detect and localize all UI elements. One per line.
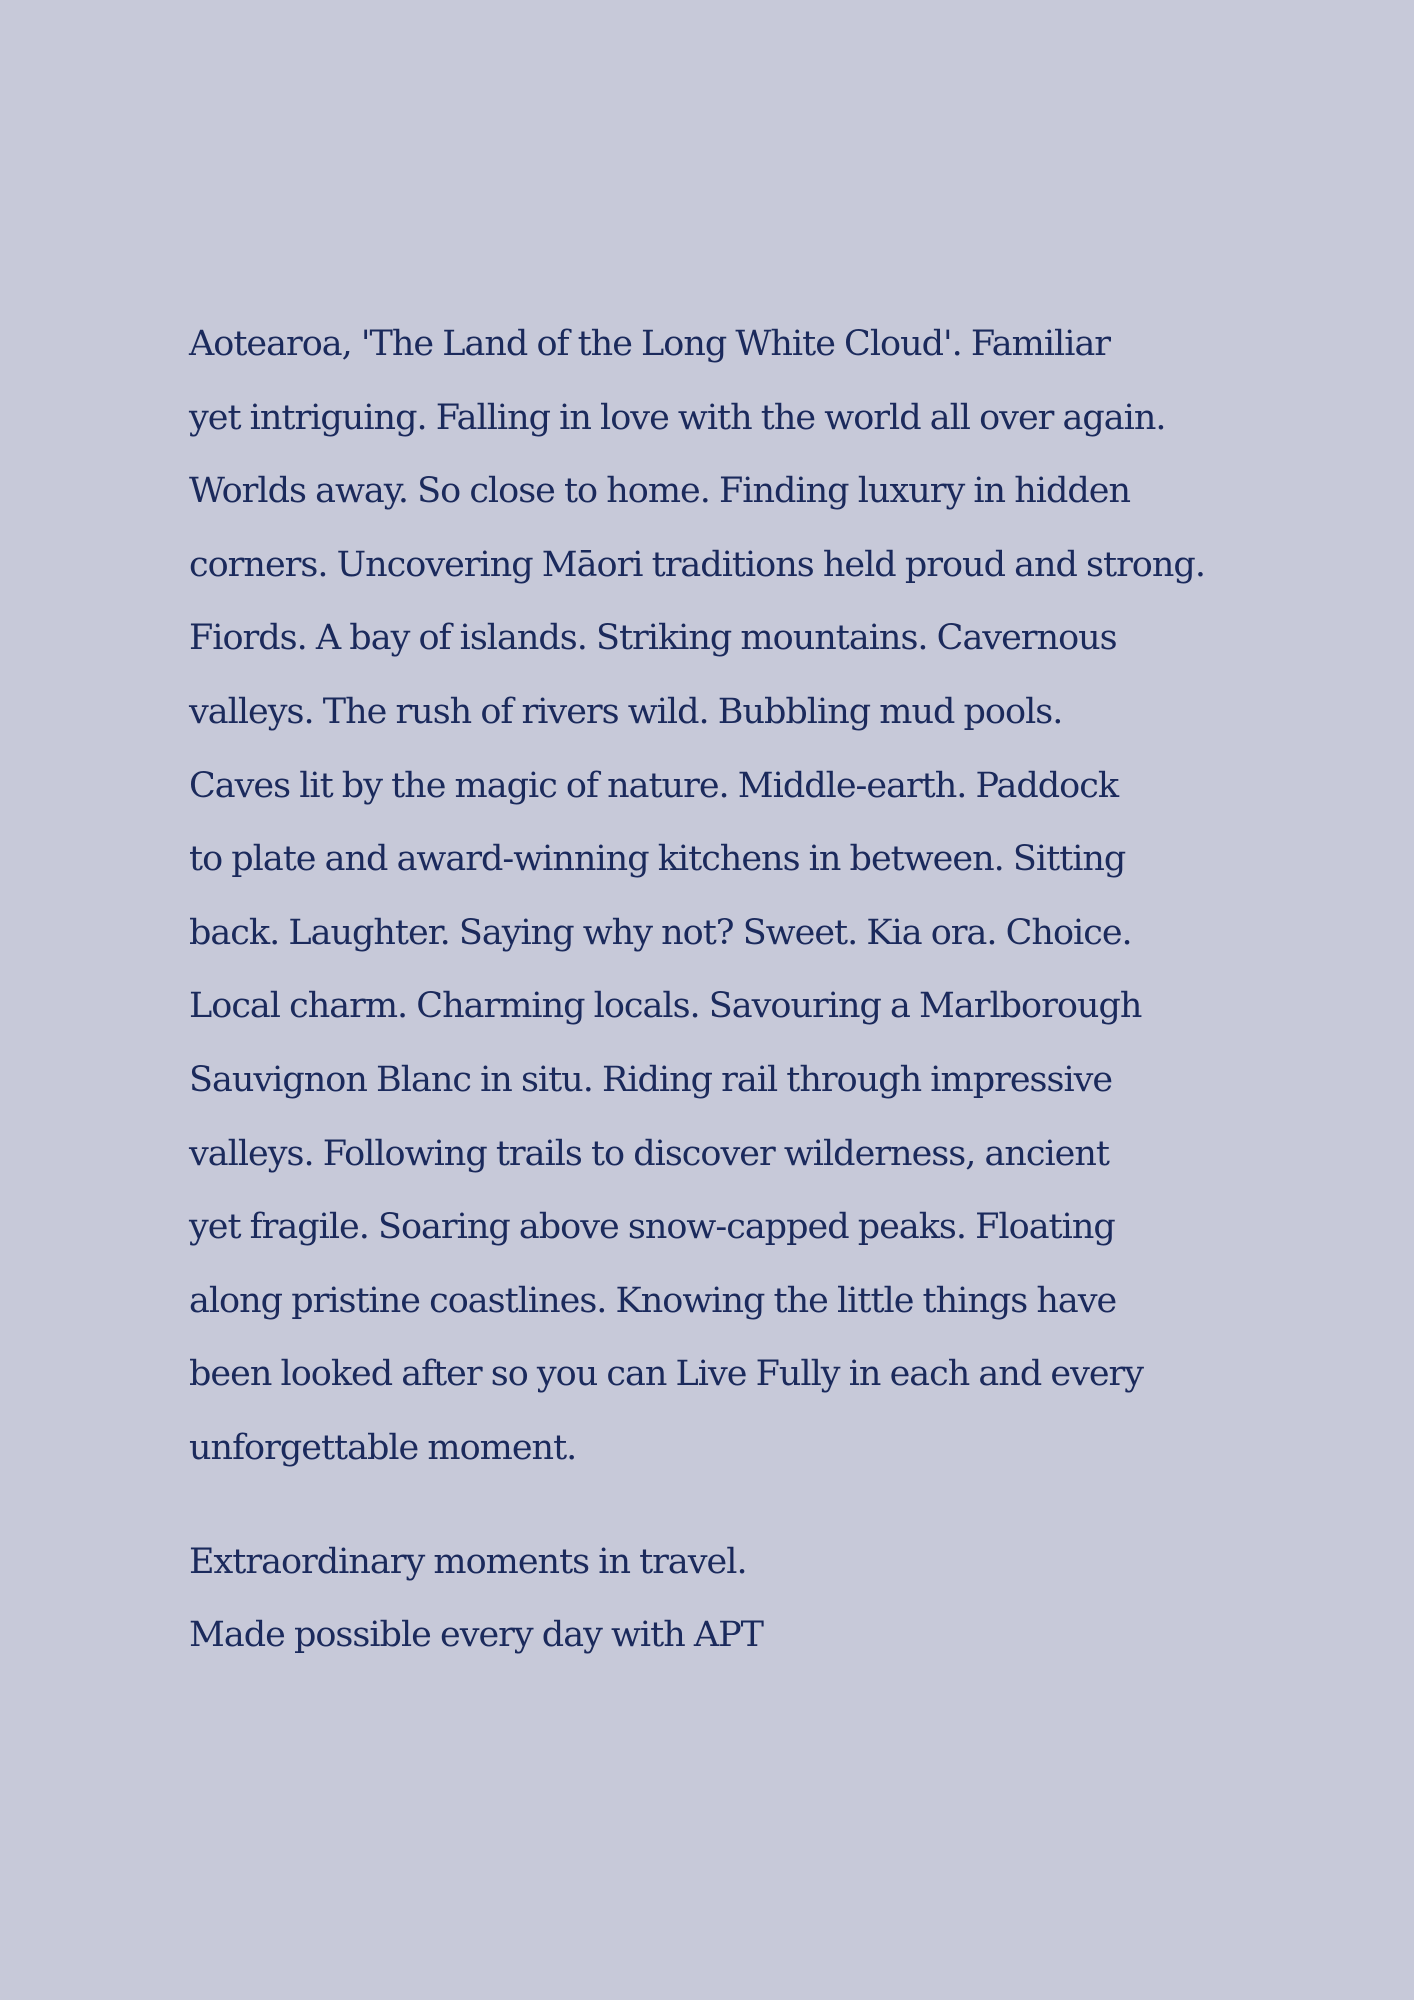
body-line: to plate and award-winning kitchens in between. Sitting <box>189 839 1126 880</box>
body-copy <box>189 308 1329 1673</box>
tagline <box>189 1526 1329 1673</box>
body-line: corners. Uncovering Māori traditions held proud and strong. <box>189 544 1205 585</box>
body-line: Worlds away. So close to home. Finding luxury in hidden <box>189 471 1131 512</box>
body-line: been looked after so you can Live Fully in each and every <box>189 1354 1144 1395</box>
intro-paragraph <box>189 308 1329 1486</box>
body-line: Local charm. Charming locals. Savouring a Marlborough <box>189 986 1142 1027</box>
body-line: valleys. Following trails to discover wilderness, ancient <box>189 1133 1109 1174</box>
body-line: unforgettable moment. <box>189 1427 577 1468</box>
tagline-line: Extraordinary moments in travel. <box>189 1541 747 1582</box>
body-line: valleys. The rush of rivers wild. Bubbling mud pools. <box>189 691 1063 732</box>
body-line: Aotearoa, 'The Land of the Long White Cloud'. Familiar <box>189 324 1111 364</box>
tagline-line: Made possible every day with APT <box>189 1615 764 1656</box>
body-line: yet fragile. Soaring above snow-capped peaks. Floating <box>189 1207 1115 1248</box>
body-line: along pristine coastlines. Knowing the little things have <box>189 1280 1117 1321</box>
body-line: Caves lit by the magic of nature. Middle-earth. Paddock <box>189 765 1119 806</box>
body-line: back. Laughter. Saying why not? Sweet. Kia ora. Choice. <box>189 912 1132 953</box>
body-line: Fiords. A bay of islands. Striking mountains. Cavernous <box>189 618 1117 659</box>
body-line: Sauvignon Blanc in situ. Riding rail through impressive <box>189 1059 1113 1100</box>
body-line: yet intriguing. Falling in love with the world all over again. <box>189 397 1166 438</box>
